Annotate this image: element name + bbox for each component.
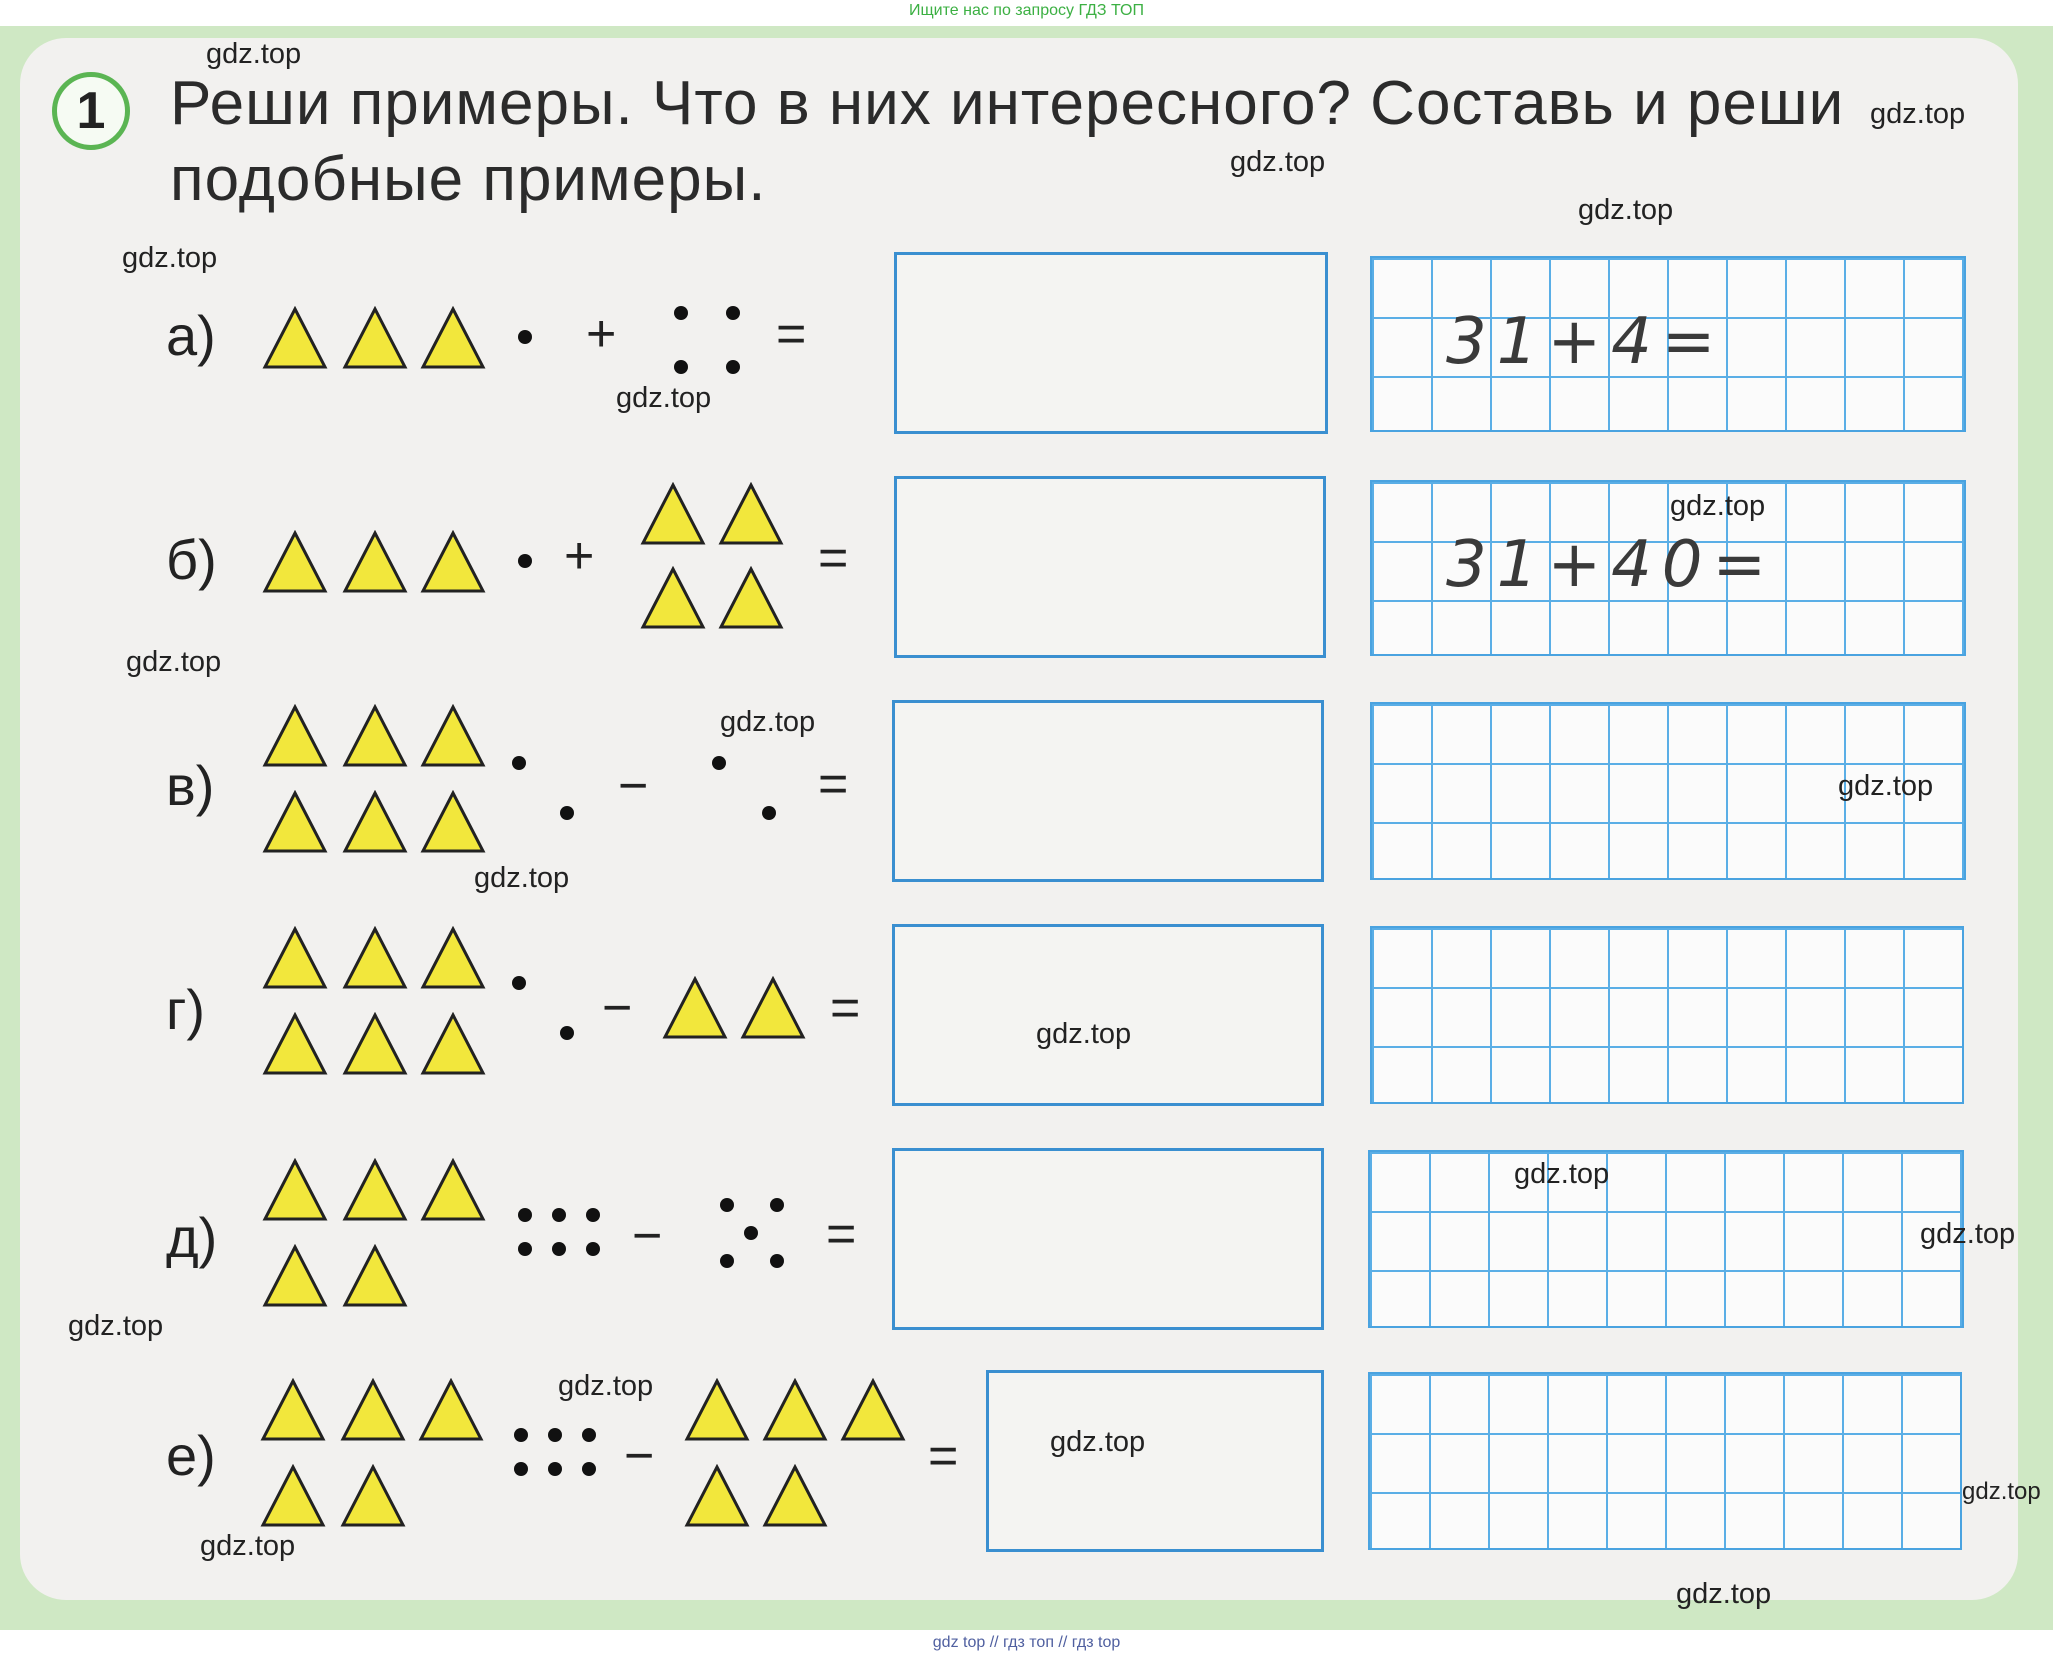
row-d-letter: г) bbox=[166, 978, 206, 1041]
triangle-icon bbox=[262, 530, 328, 594]
dot-icon bbox=[512, 756, 526, 770]
triangle-icon bbox=[262, 704, 328, 768]
watermark: gdz.top bbox=[474, 862, 570, 894]
triangle-icon bbox=[342, 790, 408, 854]
dot-icon bbox=[552, 1242, 566, 1256]
dot-icon bbox=[726, 306, 740, 320]
triangle-icon bbox=[340, 1378, 406, 1442]
row-b-handwriting: 31+40= bbox=[1446, 528, 1777, 602]
dot-icon bbox=[586, 1208, 600, 1222]
row-e-answer-box[interactable] bbox=[892, 1148, 1324, 1330]
triangle-icon bbox=[684, 1378, 750, 1442]
dot-icon bbox=[586, 1242, 600, 1256]
triangle-icon bbox=[260, 1378, 326, 1442]
watermark: gdz.top bbox=[122, 242, 218, 274]
row-d-operator: − bbox=[602, 979, 633, 1037]
task-text-line-2: подобные примеры. bbox=[170, 145, 767, 214]
row-c-operator: − bbox=[618, 757, 649, 815]
triangle-icon bbox=[640, 482, 706, 546]
row-e-letter: д) bbox=[166, 1206, 218, 1269]
row-f-answer-box[interactable] bbox=[986, 1370, 1324, 1552]
dot-icon bbox=[582, 1462, 596, 1476]
dot-icon bbox=[744, 1226, 758, 1240]
dot-icon bbox=[674, 360, 688, 374]
triangle-icon bbox=[762, 1464, 828, 1528]
watermark: gdz.top bbox=[1050, 1426, 1146, 1458]
dot-icon bbox=[548, 1428, 562, 1442]
watermark: gdz.top bbox=[616, 382, 712, 414]
watermark: gdz.top bbox=[1920, 1218, 2016, 1250]
dot-icon bbox=[582, 1428, 596, 1442]
watermark: gdz.top bbox=[1962, 1478, 2041, 1505]
triangle-icon bbox=[684, 1464, 750, 1528]
dot-icon bbox=[762, 806, 776, 820]
row-f-operator: − bbox=[624, 1427, 655, 1485]
triangle-icon bbox=[420, 1158, 486, 1222]
dot-icon bbox=[674, 306, 688, 320]
watermark: gdz.top bbox=[1514, 1158, 1610, 1190]
row-c-answer-box[interactable] bbox=[892, 700, 1324, 882]
row-b-operator: + bbox=[564, 527, 595, 585]
dot-icon bbox=[770, 1198, 784, 1212]
triangle-icon bbox=[342, 306, 408, 370]
row-c-equals: = bbox=[818, 755, 849, 813]
dot-icon bbox=[720, 1254, 734, 1268]
triangle-icon bbox=[262, 926, 328, 990]
triangle-icon bbox=[262, 1244, 328, 1308]
row-c-letter: в) bbox=[166, 754, 215, 817]
dot-icon bbox=[726, 360, 740, 374]
dot-icon bbox=[552, 1208, 566, 1222]
row-a-handwriting: 31+4= bbox=[1446, 305, 1726, 379]
dot-icon bbox=[548, 1462, 562, 1476]
row-b-answer-box[interactable] bbox=[894, 476, 1326, 658]
row-d-answer-box[interactable] bbox=[892, 924, 1324, 1106]
dot-icon bbox=[770, 1254, 784, 1268]
watermark: gdz.top bbox=[1676, 1578, 1772, 1610]
row-b-letter: б) bbox=[166, 528, 217, 591]
watermark: gdz.top bbox=[720, 706, 816, 738]
triangle-icon bbox=[418, 1378, 484, 1442]
dot-icon bbox=[514, 1428, 528, 1442]
dot-icon bbox=[518, 554, 532, 568]
triangle-icon bbox=[718, 482, 784, 546]
row-f-grid[interactable] bbox=[1368, 1372, 1962, 1550]
triangle-icon bbox=[342, 926, 408, 990]
dot-icon bbox=[518, 1208, 532, 1222]
triangle-icon bbox=[262, 1158, 328, 1222]
watermark: gdz.top bbox=[1670, 490, 1766, 522]
dot-icon bbox=[518, 330, 532, 344]
watermark: gdz.top bbox=[1870, 98, 1966, 130]
triangle-icon bbox=[342, 1244, 408, 1308]
triangle-icon bbox=[262, 306, 328, 370]
row-a-answer-box[interactable] bbox=[894, 252, 1328, 434]
watermark: gdz.top bbox=[1230, 146, 1326, 178]
triangle-icon bbox=[420, 790, 486, 854]
triangle-icon bbox=[342, 704, 408, 768]
row-e-operator: − bbox=[632, 1207, 663, 1265]
row-b-equals: = bbox=[818, 529, 849, 587]
dot-icon bbox=[514, 1462, 528, 1476]
row-a-letter: а) bbox=[166, 304, 216, 367]
dot-icon bbox=[518, 1242, 532, 1256]
row-e-grid[interactable] bbox=[1368, 1150, 1964, 1328]
triangle-icon bbox=[420, 1012, 486, 1076]
row-d-equals: = bbox=[830, 979, 861, 1037]
triangle-icon bbox=[640, 566, 706, 630]
triangle-icon bbox=[340, 1464, 406, 1528]
watermark: gdz.top bbox=[558, 1370, 654, 1402]
row-a-equals: = bbox=[776, 305, 807, 363]
task-number-badge: 1 bbox=[52, 72, 130, 150]
dot-icon bbox=[560, 1026, 574, 1040]
triangle-icon bbox=[420, 306, 486, 370]
triangle-icon bbox=[262, 790, 328, 854]
triangle-icon bbox=[262, 1012, 328, 1076]
bottom-banner[interactable]: gdz top // гдз топ // гдз top bbox=[932, 1634, 1121, 1651]
watermark: gdz.top bbox=[206, 38, 302, 70]
watermark: gdz.top bbox=[1578, 194, 1674, 226]
triangle-icon bbox=[420, 704, 486, 768]
watermark: gdz.top bbox=[1036, 1018, 1132, 1050]
top-banner[interactable]: Ищите нас по запросу ГДЗ ТОП bbox=[909, 2, 1144, 19]
row-f-equals: = bbox=[928, 1427, 959, 1485]
triangle-icon bbox=[420, 926, 486, 990]
dot-icon bbox=[560, 806, 574, 820]
task-text-line-1: Реши примеры. Что в них интересного? Составь и реши bbox=[170, 69, 1845, 138]
triangle-icon bbox=[420, 530, 486, 594]
triangle-icon bbox=[840, 1378, 906, 1442]
watermark: gdz.top bbox=[68, 1310, 164, 1342]
triangle-icon bbox=[260, 1464, 326, 1528]
dot-icon bbox=[512, 976, 526, 990]
dot-icon bbox=[712, 756, 726, 770]
row-f-letter: е) bbox=[166, 1424, 216, 1487]
watermark: gdz.top bbox=[126, 646, 222, 678]
triangle-icon bbox=[762, 1378, 828, 1442]
dot-icon bbox=[720, 1198, 734, 1212]
watermark: gdz.top bbox=[200, 1530, 296, 1562]
triangle-icon bbox=[662, 976, 728, 1040]
row-e-equals: = bbox=[826, 1205, 857, 1263]
row-d-grid[interactable] bbox=[1370, 926, 1964, 1104]
triangle-icon bbox=[342, 1012, 408, 1076]
row-a-operator: + bbox=[586, 305, 617, 363]
triangle-icon bbox=[342, 530, 408, 594]
triangle-icon bbox=[740, 976, 806, 1040]
watermark: gdz.top bbox=[1838, 770, 1934, 802]
triangle-icon bbox=[342, 1158, 408, 1222]
triangle-icon bbox=[718, 566, 784, 630]
